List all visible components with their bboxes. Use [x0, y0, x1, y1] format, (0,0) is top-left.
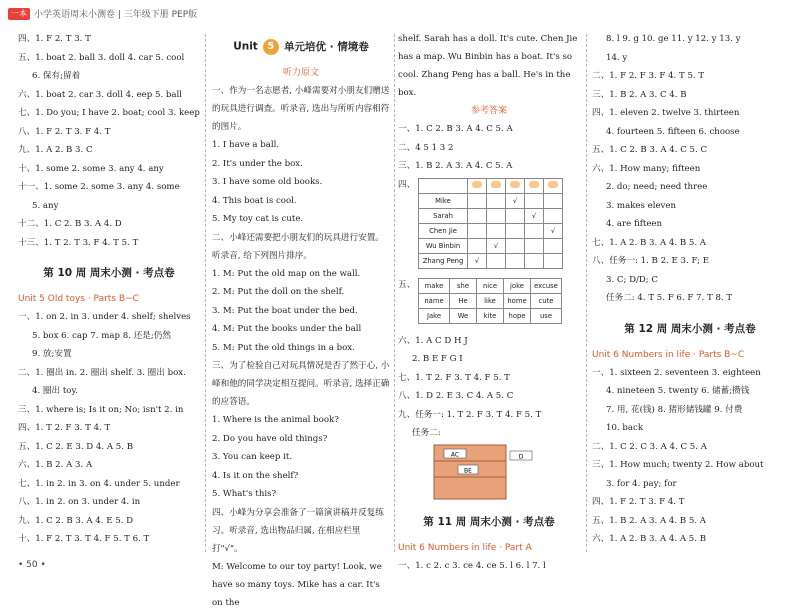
match-cell: she: [450, 278, 477, 293]
section-title: 第 10 周 周末小测 · 考点卷: [43, 267, 175, 279]
answer-line: 一、1. on 2. in 3. under 4. shelf; shelves: [18, 312, 191, 322]
name-cell: Sarah: [419, 208, 468, 223]
answer-line: 八、任务一: 1. B 2. E 3. F; E: [592, 256, 709, 266]
match-cell: use: [531, 308, 562, 323]
match-cell: He: [450, 293, 477, 308]
match-cell: nice: [477, 278, 504, 293]
script-line: M: Welcome to our toy party! Look, we have so many toys. Mike has a car. It's on the: [212, 561, 382, 608]
question-text: 四、小峰为分享会准备了一篇演讲稿并反复练习。听录音, 选出物品归属, 在相应栏里打"√"。: [212, 507, 384, 554]
tick-mark: √: [525, 208, 544, 223]
answer-line: 9. 放;安置: [32, 349, 72, 359]
script-line: 5. My toy cat is cute.: [212, 214, 304, 224]
shelf-icon: [398, 443, 578, 501]
column-3: [398, 30, 580, 571]
script-line: 4. This boat is cool.: [212, 195, 297, 206]
answer-line: 十一、1. some 2. some 3. any 4. some: [18, 182, 180, 192]
answer-line: 一、1. C 2. B 3. A 4. C 5. A: [398, 124, 513, 134]
shelf-illustration: [398, 443, 580, 501]
question-text: 一、作为一名志愿者, 小峰需要对小朋友们赠送的玩具进行调查。听录音, 选出与所听内容相符的图片。: [212, 86, 390, 132]
match-cell: make: [419, 278, 450, 293]
answer-line: 任务二:: [412, 428, 441, 438]
section-unit: Unit: [233, 40, 258, 53]
answer-line: 3. C; D/D; C: [606, 274, 659, 285]
column-4: [592, 30, 788, 554]
answer-line: 四、1. F 2. T 3. T: [18, 34, 91, 44]
section-title: 第 12 周 周末小测 · 考点卷: [624, 322, 756, 335]
script-line: 2. It's under the box.: [212, 158, 303, 169]
toy-icon: [506, 178, 525, 193]
match-cell: like: [477, 293, 504, 308]
tick-mark: √: [468, 253, 487, 268]
match-cell: Jake: [419, 308, 450, 323]
script-line: 3. You can keep it.: [212, 452, 293, 462]
answer-line: 十、1. some 2. some 3. any 4. any: [18, 163, 164, 174]
section-heading: [212, 36, 390, 56]
match-cell: excuse: [531, 278, 562, 293]
unit-title: Unit 6 Numbers in life · Parts B~C: [592, 349, 745, 360]
answer-line: 2. do; need; need three: [606, 182, 708, 192]
answer-line: 10. back: [606, 423, 644, 433]
answer-line: 九、任务一: 1. T 2. F 3. T 4. F 5. T: [398, 409, 542, 420]
answer-line: 六、1. How many; fifteen: [592, 163, 701, 174]
answers-title: 参考答案: [470, 106, 507, 116]
script-line: 4. Is it on the shelf?: [212, 470, 299, 481]
answer-line: 二、1. F 2. F 3. F 4. T 5. T: [592, 71, 705, 81]
toy-icon: [487, 178, 506, 193]
match-table: [418, 278, 562, 324]
section-number-badge: 5: [263, 39, 279, 55]
toy-icon: [525, 178, 544, 193]
answer-line: 四、1. T 2. F 3. T 4. T: [18, 423, 111, 433]
script-line: 4. M: Put the books under the ball: [212, 324, 362, 334]
question-number: 五、: [398, 279, 416, 290]
answer-line: 4. fourteen 5. fifteen 6. choose: [606, 126, 740, 137]
answer-line: 八、1. in 2. on 3. under 4. in: [18, 497, 141, 507]
answer-line: 4. 圈出 toy.: [32, 386, 78, 396]
answer-line: 一、1. c 2. c 3. ce 4. ce 5. l 6. l 7. l: [398, 560, 546, 571]
section-heading: [398, 511, 580, 531]
tick-mark: √: [506, 193, 525, 208]
script-line: 3. I have some old books.: [212, 177, 323, 187]
answer-line: 七、1. Do you; I have 2. boat; cool 3. keep: [18, 108, 200, 118]
header-title: 小学英语周末小测卷 | 三年级下册 PEP版: [34, 10, 198, 20]
match-cell: cute: [531, 293, 562, 308]
brand-logo: 一本: [8, 8, 30, 20]
column-2: [212, 30, 390, 608]
answer-line: 六、1. B 2. A 3. A: [18, 460, 93, 470]
tick-table-block: [398, 176, 580, 276]
answer-line: 3. makes eleven: [606, 200, 677, 211]
answer-line: 任务二: 4. T 5. F 6. F 7. T 8. T: [606, 293, 733, 303]
column-1: [18, 30, 200, 554]
answer-line: 二、1. C 2. C 3. A 4. C 5. A: [592, 441, 707, 452]
answer-line: 7. 用, 花(钱) 8. 猪形储钱罐 9. 付费: [606, 404, 743, 415]
script-line: 3. M: Put the boat under the bed.: [212, 305, 358, 316]
answer-line: 4. are fifteen: [606, 219, 663, 229]
answer-line: 九、1. C 2. B 3. A 4. E 5. D: [18, 515, 134, 526]
shelf-label: D: [518, 453, 524, 460]
answer-line: 八、1. F 2. T 3. F 4. T: [18, 126, 111, 137]
answer-line: 三、1. B 2. A 3. A 4. C 5. A: [398, 161, 513, 171]
shelf-label: BE: [464, 467, 472, 474]
answer-line: 二、4 5 1 3 2: [398, 142, 454, 153]
script-line: 5. M: Put the old things in a box.: [212, 342, 355, 353]
answer-line: 五、1. C 2. B 3. A 4. C 5. C: [592, 145, 708, 155]
script-line: 1. I have a ball.: [212, 140, 280, 150]
name-cell: Wu Binbin: [419, 238, 468, 253]
script-line: 2. M: Put the doll on the shelf.: [212, 287, 345, 297]
match-cell: home: [504, 293, 531, 308]
page-number: • 50 •: [18, 560, 46, 570]
script-line: shelf. Sarah has a doll. It's cute. Chen Jie has a map. Wu Binbin has a boat. It's so cool. Zhang Peng has a ball. He's in the box.: [398, 34, 578, 98]
listening-title: 听力原文: [282, 68, 319, 78]
answer-line: 二、1. 圈出 in. 2. 圈出 shelf. 3. 圈出 box.: [18, 367, 186, 378]
answer-line: 十、1. F 2. T 3. T 4. F 5. T 6. T: [18, 534, 150, 544]
answer-line: 8. l 9. g 10. ge 11. y 12. y 13. y: [606, 34, 741, 44]
column-divider: [586, 34, 587, 552]
answer-line: 5. any: [32, 200, 59, 211]
answer-line: 六、1. A C D H J: [398, 335, 468, 346]
unit-title: Unit 5 Old toys · Parts B~C: [18, 294, 139, 304]
answer-line: 五、1. B 2. A 3. A 4. B 5. A: [592, 515, 707, 526]
answer-line: 八、1. D 2. E 3. C 4. A 5. C: [398, 391, 514, 401]
match-table-block: [398, 276, 580, 332]
tick-mark: √: [487, 238, 506, 253]
answer-line: 一、1. sixteen 2. seventeen 3. eighteen: [592, 367, 761, 378]
answer-line: 五、1. boat 2. ball 3. doll 4. car 5. cool: [18, 52, 185, 63]
answer-line: 三、1. B 2. A 3. C 4. B: [592, 89, 687, 100]
column-divider: [205, 34, 206, 552]
tick-table: [418, 178, 563, 269]
answer-line: 十二、1. C 2. B 3. A 4. D: [18, 219, 122, 229]
answer-line: 七、1. A 2. B 3. A 4. B 5. A: [592, 237, 707, 248]
answer-line: 14. y: [606, 52, 628, 63]
script-line: 1. Where is the animal book?: [212, 415, 339, 425]
toy-icon: [544, 178, 563, 193]
answer-line: 十三、1. T 2. T 3. F 4. T 5. T: [18, 237, 139, 248]
section-title: 单元培优 · 情境卷: [284, 41, 369, 53]
match-cell: We: [450, 308, 477, 323]
tick-mark: √: [544, 223, 563, 238]
column-divider: [394, 34, 395, 552]
answer-line: 四、1. eleven 2. twelve 3. thirteen: [592, 108, 740, 118]
toy-icon: [468, 178, 487, 193]
question-text: 二、小峰还需要把小朋友们的玩具进行安置。听录音, 给下列图片排序。: [212, 232, 384, 261]
section-title: 第 11 周 周末小测 · 考点卷: [423, 515, 555, 528]
script-line: 1. M: Put the old map on the wall.: [212, 268, 361, 279]
section-heading: [592, 318, 788, 338]
match-cell: joke: [504, 278, 531, 293]
shelf-label: AC: [450, 451, 460, 458]
answer-line: 6. 保有;留着: [32, 71, 81, 81]
answer-line: 七、1. in 2. in 3. on 4. under 5. under: [18, 478, 180, 489]
answer-line: 四、1. F 2. T 3. F 4. T: [592, 497, 685, 507]
answer-line: 九、1. A 2. B 3. C: [18, 145, 93, 155]
name-cell: Chen Jie: [419, 223, 468, 238]
answer-line: 六、1. A 2. B 3. A 4. A 5. B: [592, 534, 707, 544]
section-heading: [18, 262, 200, 282]
name-cell: Zhang Peng: [419, 253, 468, 268]
match-cell: hope: [504, 308, 531, 323]
answer-line: 三、1. How much; twenty 2. How about: [592, 460, 764, 470]
unit-title: Unit 6 Numbers in life · Part A: [398, 542, 532, 553]
answer-line: 三、1. where is; Is it on; No; isn't 2. in: [18, 404, 184, 415]
page-header: [0, 0, 800, 26]
script-line: 5. What's this?: [212, 489, 277, 499]
answer-line: 4. nineteen 5. twenty 6. 储蓄;攒钱: [606, 386, 750, 396]
answer-line: 六、1. boat 2. car 3. doll 4. eep 5. ball: [18, 89, 183, 100]
answer-line: 5. box 6. cap 7. map 8. 还是;仍然: [32, 330, 171, 341]
name-cell: Mike: [419, 193, 468, 208]
question-number: 四、: [398, 179, 416, 190]
script-line: 2. Do you have old things?: [212, 433, 328, 444]
answer-line: 七、1. T 2. F 3. T 4. F 5. T: [398, 372, 510, 383]
match-cell: kite: [477, 308, 504, 323]
question-text: 三、为了检验自己对玩具情况是否了然于心, 小峰和他的同学决定相互提问。听录音, 选择正确的应答语。: [212, 361, 390, 407]
answer-line: 2. B E F G I: [412, 354, 463, 364]
answer-line: 五、1. C 2. E 3. D 4. A 5. B: [18, 441, 134, 452]
answer-line: 3. for 4. pay; for: [606, 478, 677, 489]
match-cell: name: [419, 293, 450, 308]
